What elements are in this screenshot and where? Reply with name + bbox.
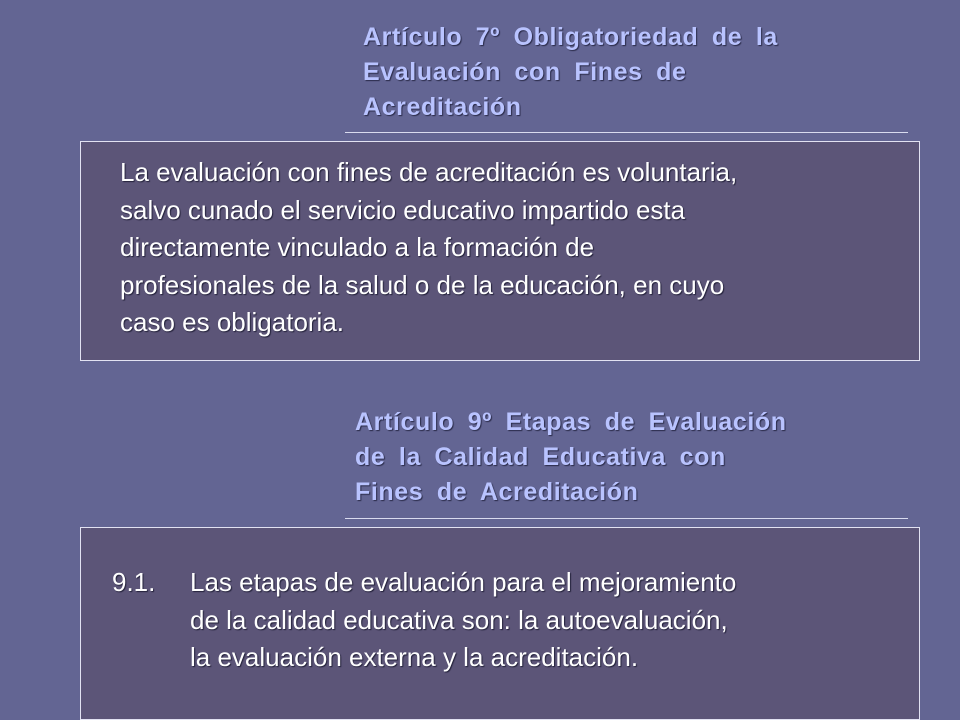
article-9-item-9-1 (112, 564, 736, 677)
body-line: profesionales de la salud o de la educación, en cuyo (120, 269, 725, 300)
body-line (112, 564, 736, 602)
body-line: de la calidad educativa son: la autoevaluación, (190, 604, 728, 635)
heading-underline (345, 132, 908, 133)
article-9-heading (355, 405, 787, 510)
heading-line: Artículo 7º Obligatoriedad de la (363, 23, 778, 51)
body-line: la evaluación externa y la acreditación. (190, 642, 639, 672)
heading-line: Fines de Acreditación (355, 478, 639, 506)
body-line-text: Las etapas de evaluación para el mejoramiento (190, 567, 737, 597)
heading-line: Artículo 9º Etapas de Evaluación (355, 408, 787, 436)
article-9-text-box (80, 527, 920, 720)
article-7-body (120, 154, 737, 342)
body-line: caso es obligatoria. (120, 307, 345, 337)
heading-line: Evaluación con Fines de (363, 58, 687, 86)
heading-underline (345, 518, 908, 519)
article-7-text-box (80, 141, 920, 361)
item-number: 9.1. (112, 567, 156, 597)
heading-line: Acreditación (363, 93, 522, 121)
article-7-heading (363, 20, 778, 125)
heading-line: de la Calidad Educativa con (355, 443, 726, 471)
body-line: directamente vinculado a la formación de (120, 232, 595, 262)
body-line: salvo cunado el servicio educativo impartido esta (120, 194, 686, 225)
body-line: La evaluación con fines de acreditación es voluntaria, (120, 157, 738, 187)
